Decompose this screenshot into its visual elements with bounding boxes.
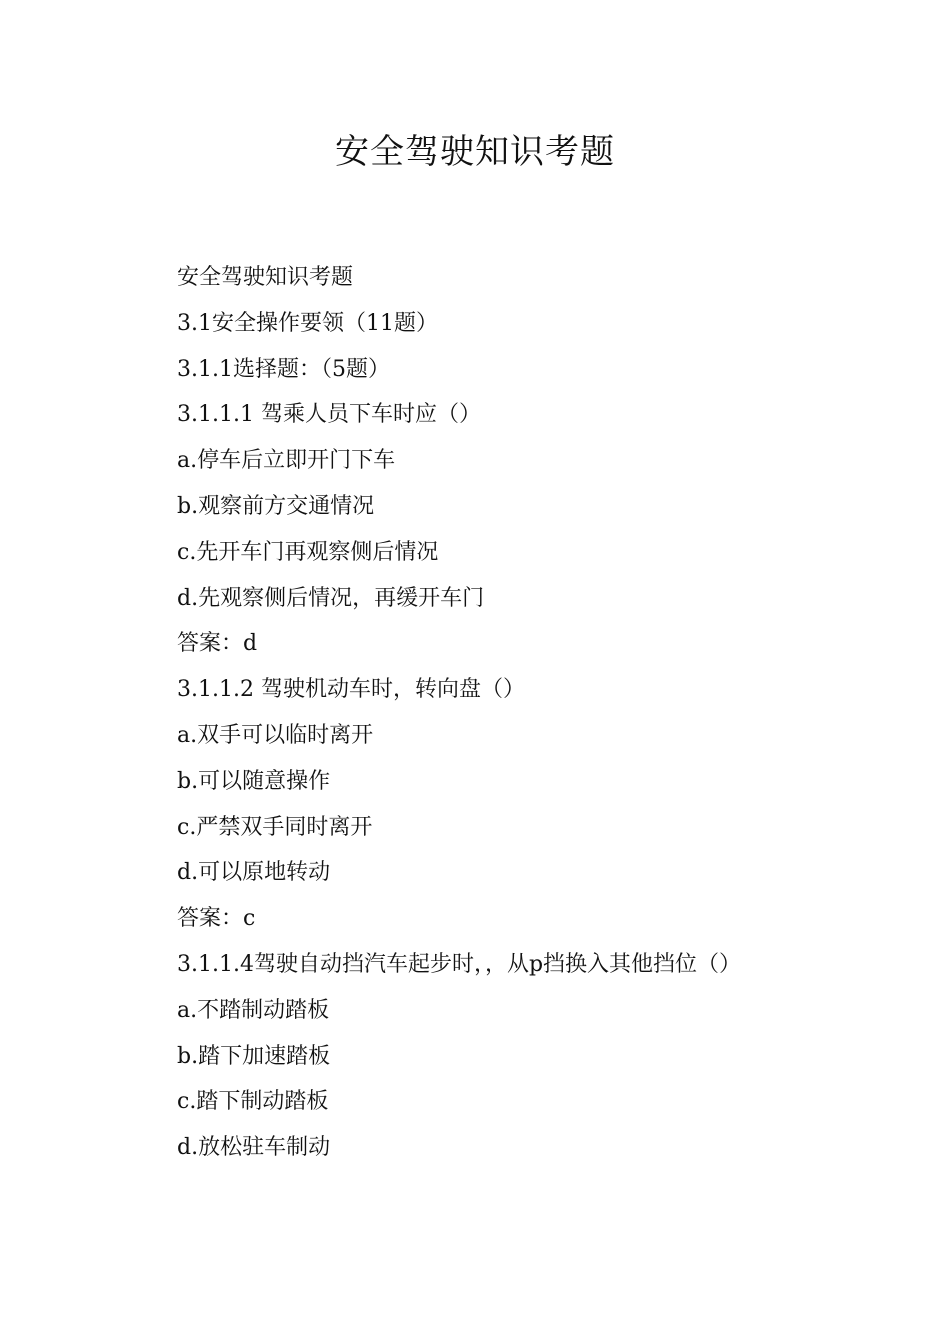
body-heading: 安全驾驶知识考题: [177, 265, 354, 290]
option-c: c.踏下制动踏板: [177, 1089, 329, 1115]
option-b: b.观察前方交通情况: [177, 493, 375, 519]
subsection-heading: 3.1.1选择题：（5题）: [177, 356, 390, 382]
option-d: d.先观察侧后情况，再缓开车门: [177, 585, 485, 611]
document-title: 安全驾驶知识考题: [335, 132, 615, 172]
option-b: b.踏下加速踏板: [177, 1043, 331, 1069]
option-a: a.双手可以临时离开: [177, 722, 374, 748]
document-body: [177, 262, 857, 1178]
section-heading: 3.1安全操作要领（11题）: [177, 310, 438, 336]
answer: 答案：d: [177, 631, 258, 657]
option-a: a.停车后立即开门下车: [177, 448, 396, 474]
option-d: d.放松驻车制动: [177, 1135, 331, 1161]
question-3-1-1-1: 3.1.1.1 驾乘人员下车时应（）: [177, 402, 481, 428]
answer: 答案：c: [177, 906, 256, 932]
question-3-1-1-4: 3.1.1.4驾驶自动挡汽车起步时，，从p挡换入其他挡位（）: [177, 951, 742, 977]
option-c: c.先开车门再观察侧后情况: [177, 539, 439, 565]
option-a: a.不踏制动踏板: [177, 997, 330, 1023]
option-b: b.可以随意操作: [177, 768, 331, 794]
option-d: d.可以原地转动: [177, 860, 331, 886]
option-c: c.严禁双手同时离开: [177, 814, 373, 840]
question-3-1-1-2: 3.1.1.2 驾驶机动车时，转向盘（）: [177, 677, 525, 703]
